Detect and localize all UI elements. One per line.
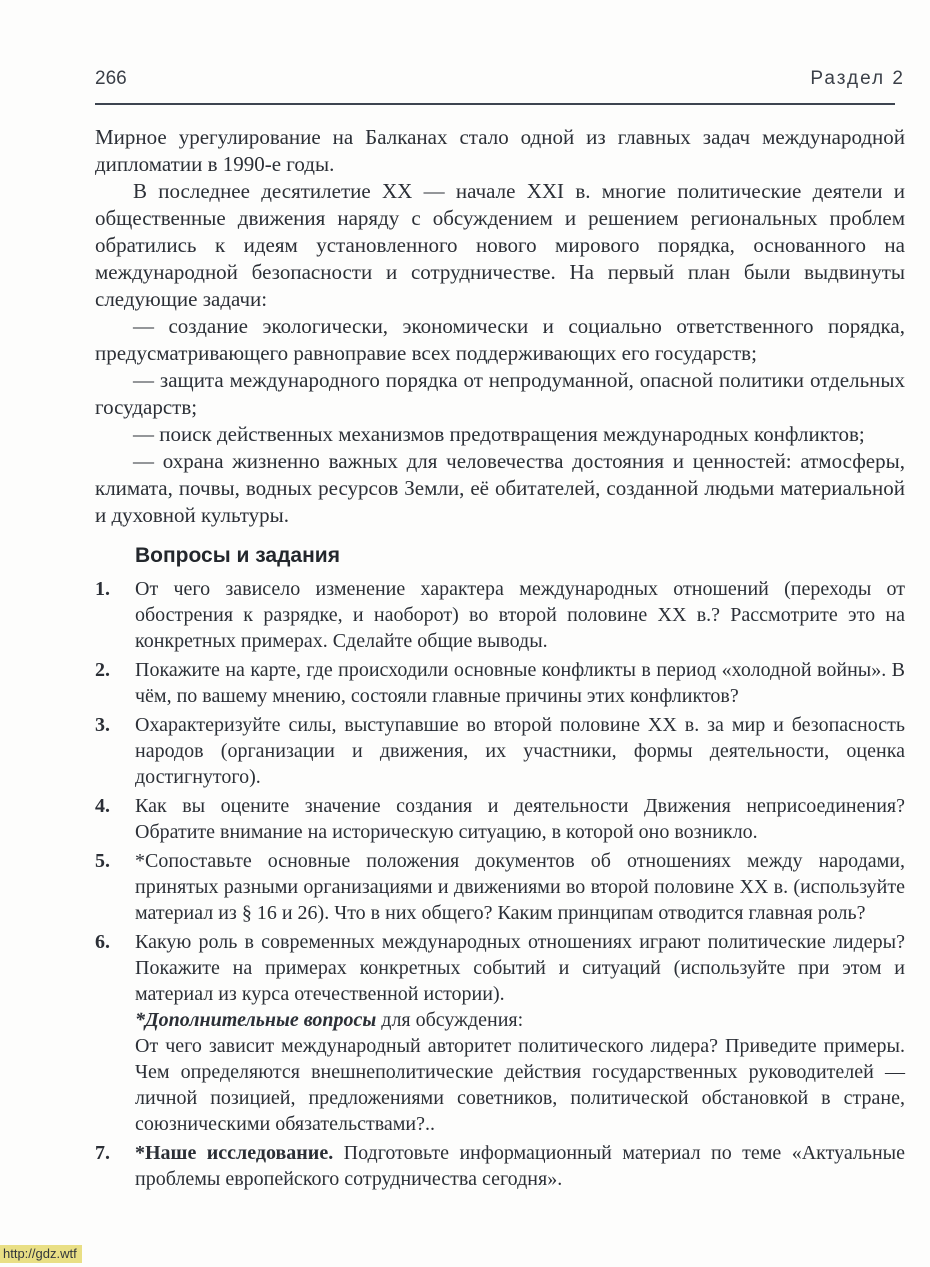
question-item (95, 793, 905, 845)
question-item (95, 712, 905, 790)
question-item (95, 657, 905, 709)
additional-questions-italic: *Дополнительные вопросы (135, 1009, 377, 1031)
question-item (95, 576, 905, 654)
body-paragraph: Мирное урегулирование на Балканах стало одной из главных задач международной дипломатии в 1990-е годы. (95, 125, 905, 176)
header-rule (95, 103, 895, 105)
question-number: 3. (95, 714, 110, 736)
question-text: От чего зависело изменение характера международных отношений (переходы от обострения к разрядке, и наоборот) во второй половине XX в.? Рассмотрите это на конкретных примерах. Сделайте общие выводы. (135, 578, 905, 652)
question-body (135, 793, 905, 845)
question-number: 1. (95, 578, 110, 600)
task-item: — поиск действенных механизмов предотвращения международных конфликтов; (133, 422, 865, 446)
question-number: 5. (95, 850, 110, 872)
question-text: Как вы оцените значение создания и деятельности Движения неприсоединения? Обратите внимание на историческую ситуацию, в которой оно возникло. (135, 795, 905, 843)
question-body (135, 929, 905, 1137)
section-label: Раздел 2 (810, 68, 905, 89)
additional-questions-text: От чего зависит международный авторитет политического лидера? Приведите примеры. Чем определяются внешнеполитические действия государственных руководителей — личной позицией, предложениями советников, политической обстановкой в стране, союзническими обязательствами?.. (135, 1035, 905, 1135)
questions-list (95, 576, 905, 1192)
task-item: — создание экологически, экономически и социально ответственного порядка, предусматривающего равноправие всех поддерживающих его государств; (95, 314, 905, 365)
question-text (135, 1140, 905, 1192)
question-text: Охарактеризуйте силы, выступавшие во второй половине XX в. за мир и безопасность народов (организации и движения, их участники, формы деятельности, оценка достигнутого). (135, 714, 905, 788)
page-number: 266 (95, 68, 127, 89)
question-text: Покажите на карте, где происходили основные конфликты в период «холодной войны». В чём, по вашему мнению, состояли главные причины этих конфликтов? (135, 659, 905, 707)
question-number: 4. (95, 795, 110, 817)
question-body (135, 712, 905, 790)
question-text: *Сопоставьте основные положения документов об отношениях между народами, принятых разными организациями и движениями во второй половине XX в. (используйте материал из § 16 и 26). Что в них общего? Каким принципам отводится главная роль? (135, 850, 905, 924)
questions-heading: Вопросы и задания (135, 544, 340, 567)
body-paragraph: В последнее десятилетие XX — начале XXI в. многие политические деятели и общественные движения наряду с обсуждением и решением региональных проблем обратились к идеям установленного нового мирового порядка, основанного на международной безопасности и сотрудничестве. На первый план были выдвинуты следующие задачи: (95, 179, 905, 311)
question-text: Какую роль в современных международных отношениях играют политические лидеры? Покажите на примерах конкретных событий и ситуаций (используйте при этом и материал из курса отечественной истории). (135, 931, 905, 1005)
question-item (95, 1140, 905, 1192)
research-label: *Наше исследование. (135, 1142, 334, 1164)
question-number: 2. (95, 659, 110, 681)
question-item (95, 848, 905, 926)
question-number: 6. (95, 931, 110, 953)
task-item: — охрана жизненно важных для человечества достояния и ценностей: атмосферы, климата, почвы, водных ресурсов Земли, её обитателей, созданной людьми материальной и духовной культуры. (95, 449, 905, 527)
question-body (135, 848, 905, 926)
question-number: 7. (95, 1142, 110, 1164)
question-body (135, 576, 905, 654)
additional-questions-rest: для обсуждения: (376, 1009, 524, 1031)
page-content (95, 124, 905, 1195)
question-item (95, 929, 905, 1137)
question-body (135, 657, 905, 709)
question-body (135, 1140, 905, 1192)
watermark-url: http://gdz.wtf (0, 1245, 82, 1263)
additional-questions-label (135, 1007, 905, 1033)
page-header (95, 68, 905, 90)
task-item: — защита международного порядка от непродуманной, опасной политики отдельных государств; (95, 368, 905, 419)
research-text: Подготовьте информационный материал по теме «Актуальные проблемы европейского сотрудничества сегодня». (135, 1142, 905, 1190)
